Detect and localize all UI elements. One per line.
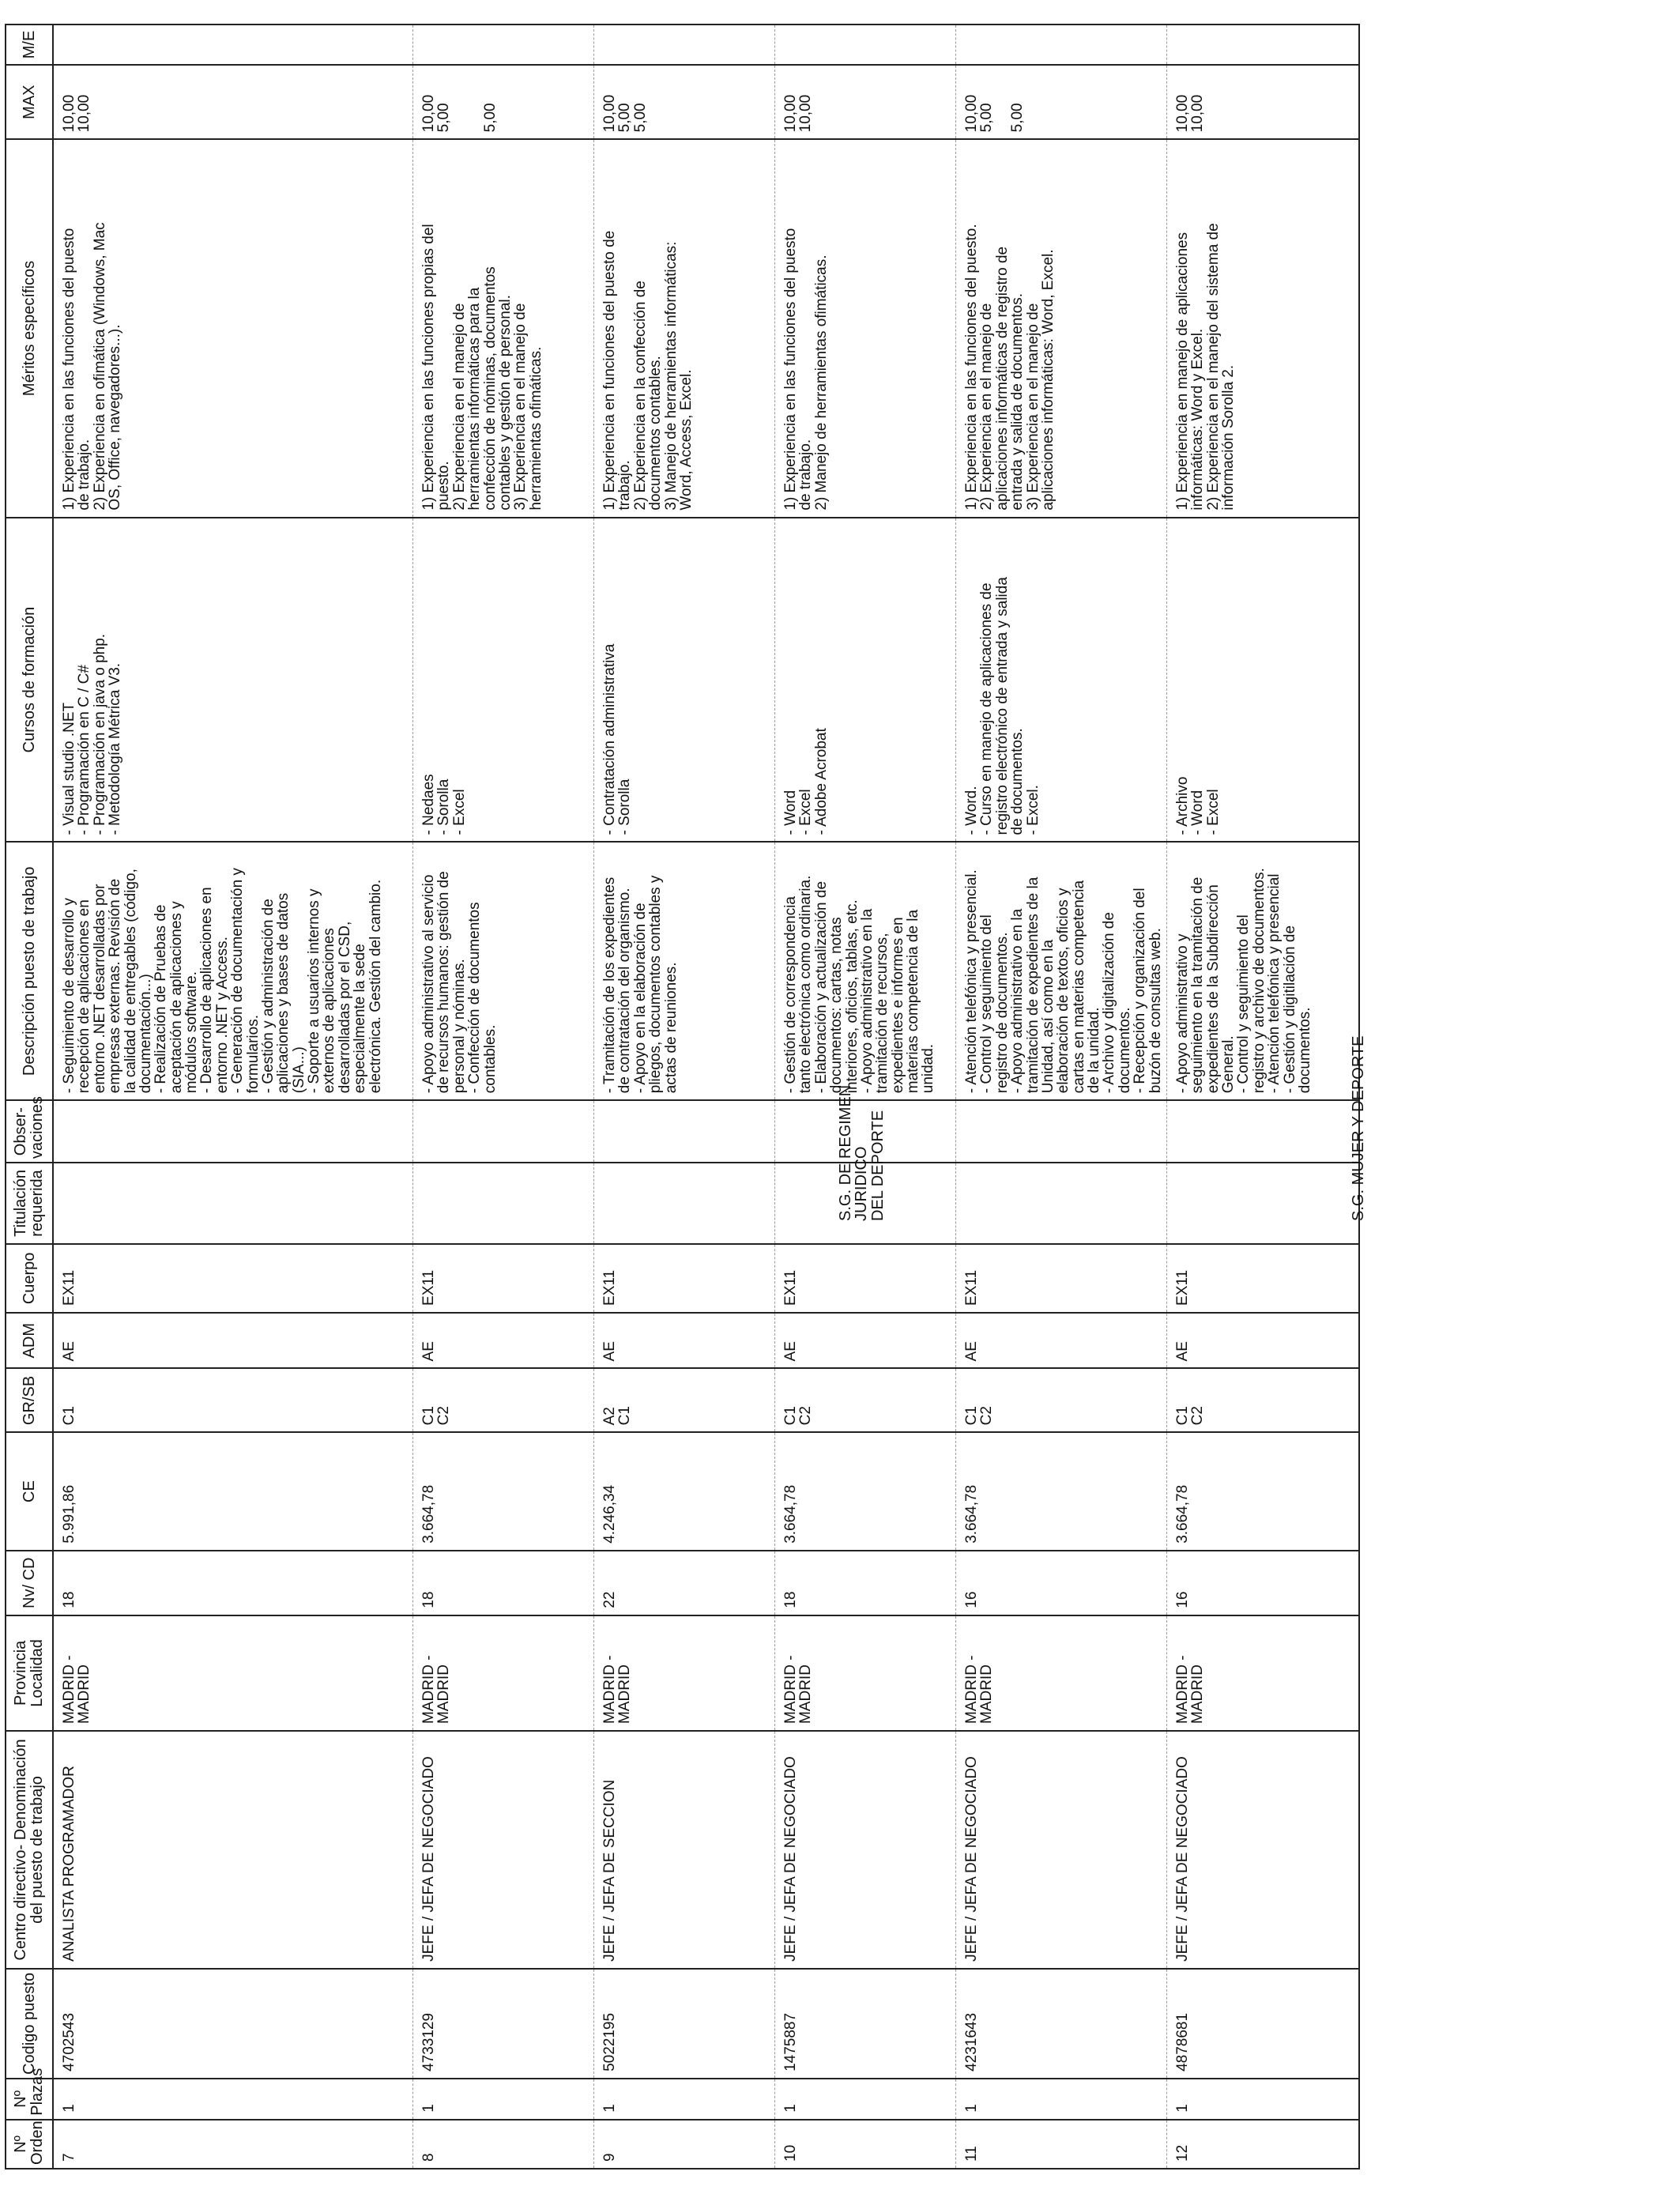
cell-descripcion: - Apoyo administrativo y seguimiento en la tramitación de expedientes de la Subdirección General. - Control y seguimiento del registro y archivo de documentos. - Atención telefónica y presencial - Gestión y digitilación de documentos. bbox=[1166, 842, 1359, 1100]
cell-puesto: JEFE / JEFA DE NEGOCIADO bbox=[420, 1756, 437, 1962]
cell-grsb: C1 C2 bbox=[956, 1368, 1167, 1432]
cell-descripcion: - Atención telefónica y presencial. - Control y seguimiento del registro de documentos. - Apoyo administrativo en la tramitación de expedientes de la Unidad, así como en la elaboración de textos, oficios y cartas en materias competencia de la unidad. - Archivo y digitalización de documentos. - Recepción y organización del buzón de consultas web. bbox=[956, 842, 1167, 1100]
cell-centro bbox=[413, 1731, 594, 1969]
cell-plazas: 1 bbox=[775, 2079, 956, 2120]
table-row bbox=[413, 25, 594, 2169]
cell-centro bbox=[775, 1731, 956, 1969]
cell-provincia: MADRID - MADRID bbox=[53, 1615, 413, 1731]
cell-adm: AE bbox=[775, 1313, 956, 1369]
cell-ce: 3.664,78 bbox=[956, 1432, 1167, 1550]
header-ce: CE bbox=[6, 1432, 53, 1550]
cell-cursos: - Archivo - Word - Excel bbox=[1166, 518, 1359, 843]
cell-max: 10,00 10,00 bbox=[1166, 65, 1359, 139]
unit-heading: S.G. MUJER Y DEPORTE bbox=[1350, 1035, 1367, 1221]
header-cursos: Cursos de formación bbox=[6, 518, 53, 843]
cell-adm: AE bbox=[594, 1313, 775, 1369]
cell-puesto: JEFE / JEFA DE NEGOCIADO bbox=[963, 1756, 980, 1962]
table-row bbox=[1166, 25, 1359, 2169]
cell-adm: AE bbox=[956, 1313, 1167, 1369]
cell-plazas: 1 bbox=[413, 2079, 594, 2120]
cell-provincia: MADRID - MADRID bbox=[413, 1615, 594, 1731]
cell-nivel: 18 bbox=[53, 1551, 413, 1615]
header-orden: Nº Orden bbox=[6, 2120, 53, 2169]
job-positions-table bbox=[5, 24, 1360, 2169]
cell-centro bbox=[594, 1731, 775, 1969]
cell-codigo: 4733129 bbox=[413, 1969, 594, 2079]
cell-centro bbox=[1166, 1731, 1359, 1969]
cell-grsb: C1 C2 bbox=[413, 1368, 594, 1432]
cell-provincia: MADRID - MADRID bbox=[594, 1615, 775, 1731]
cell-me bbox=[1166, 25, 1359, 65]
cell-provincia: MADRID - MADRID bbox=[775, 1615, 956, 1731]
cell-codigo: 4878681 bbox=[1166, 1969, 1359, 2079]
cell-codigo: 5022195 bbox=[594, 1969, 775, 2079]
table-row bbox=[53, 25, 413, 2169]
cell-ce: 3.664,78 bbox=[413, 1432, 594, 1550]
cell-cursos: - Visual studio .NET - Programación en C / C# - Programación en java o php. - Metodología Métrica V3. bbox=[53, 518, 413, 843]
cell-nivel: 18 bbox=[775, 1551, 956, 1615]
table-row bbox=[594, 25, 775, 2169]
header-titulacion: Titulación requerida bbox=[6, 1163, 53, 1244]
cell-grsb: C1 C2 bbox=[775, 1368, 956, 1432]
cell-orden: 12 bbox=[1166, 2120, 1359, 2169]
header-nivel: Nv/ CD bbox=[6, 1551, 53, 1615]
cell-observaciones bbox=[956, 1100, 1167, 1163]
cell-plazas: 1 bbox=[956, 2079, 1167, 2120]
cell-cuerpo: EX11 bbox=[956, 1244, 1167, 1313]
cell-orden: 7 bbox=[53, 2120, 413, 2169]
cell-cuerpo: EX11 bbox=[53, 1244, 413, 1313]
cell-max: 10,00 10,00 bbox=[775, 65, 956, 139]
cell-puesto: JEFE / JEFA DE SECCION bbox=[601, 1779, 618, 1962]
cell-observaciones bbox=[413, 1100, 594, 1163]
cell-grsb: C1 bbox=[53, 1368, 413, 1432]
cell-orden: 10 bbox=[775, 2120, 956, 2169]
header-centro: Centro directivo- Denominación del puesto de trabajo bbox=[6, 1731, 53, 1969]
cell-descripcion: - Apoyo administrativo al servicio de recursos humanos: gestión de personal y nóminas. - Confección de documentos contables. bbox=[413, 842, 594, 1100]
cell-max: 10,00 10,00 bbox=[53, 65, 413, 139]
header-adm: ADM bbox=[6, 1313, 53, 1369]
cell-ce: 3.664,78 bbox=[1166, 1432, 1359, 1550]
cell-max: 10,00 5,00 5,00 bbox=[594, 65, 775, 139]
cell-meritos: 1) Experiencia en las funciones del puesto de trabajo. 2) Experiencia en ofimática (Windows, Mac OS, Office, navegadores...). bbox=[53, 139, 413, 517]
cell-orden: 11 bbox=[956, 2120, 1167, 2169]
cell-adm: AE bbox=[53, 1313, 413, 1369]
cell-codigo: 4702543 bbox=[53, 1969, 413, 2079]
table-row bbox=[956, 25, 1167, 2169]
cell-plazas: 1 bbox=[1166, 2079, 1359, 2120]
cell-ce: 3.664,78 bbox=[775, 1432, 956, 1550]
header-plazas: Nº Plazas bbox=[6, 2079, 53, 2120]
cell-cursos: - Word. - Curso en manejo de aplicaciones de registro electrónico de entrada y salida de documentos. - Excel. bbox=[956, 518, 1167, 843]
cell-meritos: 1) Experiencia en las funciones del puesto de trabajo. 2) Manejo de herramientas ofimáticas. bbox=[775, 139, 956, 517]
cell-provincia: MADRID - MADRID bbox=[1166, 1615, 1359, 1731]
header-me: M/E bbox=[6, 25, 53, 65]
cell-meritos: 1) Experiencia en manejo de aplicaciones informáticas: Word y Excel. 2) Experiencia en el manejo del sistema de información Sorolla 2. bbox=[1166, 139, 1359, 517]
cell-meritos: 1) Experiencia en las funciones propias del puesto. 2) Experiencia en el manejo de herramientas informáticas para la confección de nóminas, documentos contables y gestión de personal. 3) Experiencia en el manejo de herramientas ofimáticas. bbox=[413, 139, 594, 517]
cell-titulacion bbox=[413, 1163, 594, 1244]
cell-codigo: 1475887 bbox=[775, 1969, 956, 2079]
cell-me bbox=[956, 25, 1167, 65]
cell-nivel: 22 bbox=[594, 1551, 775, 1615]
cell-nivel: 18 bbox=[413, 1551, 594, 1615]
cell-cuerpo: EX11 bbox=[594, 1244, 775, 1313]
cell-titulacion bbox=[956, 1163, 1167, 1244]
cell-orden: 8 bbox=[413, 2120, 594, 2169]
cell-cursos: - Word - Excel - Adobe Acrobat bbox=[775, 518, 956, 843]
cell-max: 10,00 5,00 5,00 bbox=[956, 65, 1167, 139]
cell-observaciones bbox=[594, 1100, 775, 1163]
cell-observaciones bbox=[1166, 1100, 1359, 1163]
cell-plazas: 1 bbox=[594, 2079, 775, 2120]
cell-centro bbox=[53, 1731, 413, 1969]
cell-titulacion bbox=[53, 1163, 413, 1244]
header-cuerpo: Cuerpo bbox=[6, 1244, 53, 1313]
cell-descripcion: - Seguimiento de desarrollo y recepción de aplicaciones en entorno .NET desarrolladas por empresas externas. Revisión de la calidad de entregables (código, documentación...) - Realización de Pruebas de aceptación de aplicaciones y módulos software. - Desarrollo de aplicaciones en entorno .NET y Access. - Generación de documentación y formularios. - Gestión y administración de aplicaciones y bases de datos (SIA...) - Soporte a usuarios internos y externos de aplicaciones desarrolladas por el CSD, especialmente la sede electrónica. Gestión del cambio. bbox=[53, 842, 413, 1100]
unit-heading: S.G. DE REGIMEN JURIDICO DEL DEPORTE bbox=[837, 1084, 887, 1221]
cell-descripcion: - Tramitación de los expedientes de contratación del organismo. - Apoyo en la elaboración de pliegos, documentos contables y actas de reuniones. bbox=[594, 842, 775, 1100]
cell-puesto: JEFE / JEFA DE NEGOCIADO bbox=[1173, 1756, 1191, 1962]
header-row bbox=[6, 25, 53, 2169]
cell-me bbox=[53, 25, 413, 65]
cell-cuerpo: EX11 bbox=[413, 1244, 594, 1313]
cell-nivel: 16 bbox=[956, 1551, 1167, 1615]
header-descripcion: Descripción puesto de trabajo bbox=[6, 842, 53, 1100]
cell-titulacion bbox=[1166, 1163, 1359, 1244]
cell-nivel: 16 bbox=[1166, 1551, 1359, 1615]
cell-me bbox=[594, 25, 775, 65]
header-provincia: Provincia Localidad bbox=[6, 1615, 53, 1731]
cell-plazas: 1 bbox=[53, 2079, 413, 2120]
cell-descripcion: - Gestión de correspondencia tanto electrónica como ordinaria. - Elaboración y actualización de documentos: cartas, notas interiores, oficios, tablas, etc. - Apoyo administrativo en la tramitación de recursos, expedientes e informes en materias competencia de la unidad. bbox=[775, 842, 956, 1100]
cell-grsb: A2 C1 bbox=[594, 1368, 775, 1432]
cell-cursos: - Nedaes - Sorolla - Excel bbox=[413, 518, 594, 843]
header-meritos: Méritos específicos bbox=[6, 139, 53, 517]
cell-orden: 9 bbox=[594, 2120, 775, 2169]
header-grsb: GR/SB bbox=[6, 1368, 53, 1432]
cell-puesto: JEFE / JEFA DE NEGOCIADO bbox=[782, 1756, 799, 1962]
cell-grsb: C1 C2 bbox=[1166, 1368, 1359, 1432]
cell-meritos: 1) Experiencia en las funciones del puesto. 2) Experiencia en el manejo de aplicaciones informáticas de registro de entrada y salida de documentos. 3) Experiencia en el manejo de aplicaciones informáticas: Word, Excel. bbox=[956, 139, 1167, 517]
cell-adm: AE bbox=[413, 1313, 594, 1369]
cell-cuerpo: EX11 bbox=[1166, 1244, 1359, 1313]
header-codigo: Codigo puesto bbox=[6, 1969, 53, 2079]
cell-ce: 4.246,34 bbox=[594, 1432, 775, 1550]
cell-ce: 5.991,86 bbox=[53, 1432, 413, 1550]
cell-observaciones bbox=[53, 1100, 413, 1163]
cell-adm: AE bbox=[1166, 1313, 1359, 1369]
cell-me bbox=[775, 25, 956, 65]
cell-me bbox=[413, 25, 594, 65]
header-observaciones: Obser- vaciones bbox=[6, 1100, 53, 1163]
cell-codigo: 4231643 bbox=[956, 1969, 1167, 2079]
cell-centro bbox=[956, 1731, 1167, 1969]
header-max: MAX bbox=[6, 65, 53, 139]
cell-titulacion bbox=[594, 1163, 775, 1244]
cell-max: 10,00 5,00 5,00 bbox=[413, 65, 594, 139]
cell-cuerpo: EX11 bbox=[775, 1244, 956, 1313]
cell-puesto: ANALISTA PROGRAMADOR bbox=[61, 1766, 77, 1962]
cell-meritos: 1) Experiencia en funciones del puesto de trabajo. 2) Experiencia en la confección de documentos contables. 3) Manejo de herramientas informáticas: Word, Access, Excel. bbox=[594, 139, 775, 517]
cell-provincia: MADRID - MADRID bbox=[956, 1615, 1167, 1731]
cell-cursos: - Contratación administrativa - Sorolla bbox=[594, 518, 775, 843]
